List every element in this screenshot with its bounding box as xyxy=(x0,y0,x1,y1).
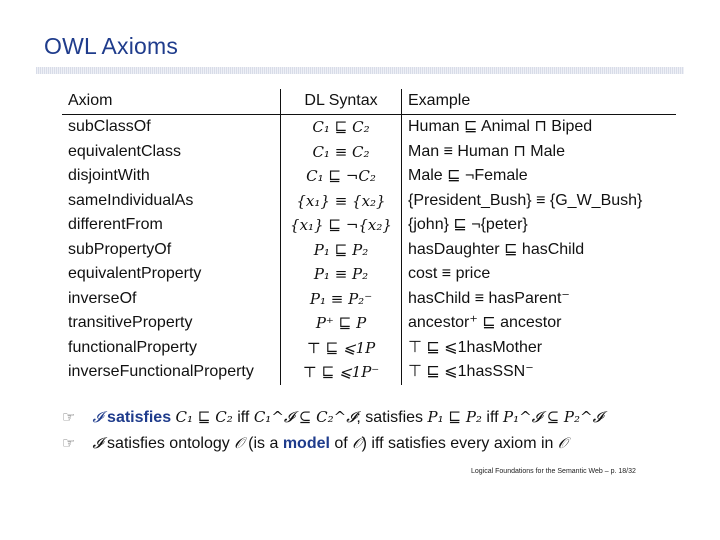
table-row xyxy=(62,360,676,385)
axiom-name: disjointWith xyxy=(68,167,150,184)
bullet-text: ) iff satisfies every axiom in xyxy=(361,435,554,452)
ontology-symbol: 𝒪 xyxy=(352,434,362,452)
axiom-example: ⊤ ⊑ ⩽1hasSSN⁻ xyxy=(408,363,534,380)
property-condition: P₁^𝓘 ⊆ P₂^𝓘 xyxy=(503,408,603,426)
interpretation-symbol: 𝓘 xyxy=(92,434,103,452)
header-example: Example xyxy=(402,89,677,115)
axiom-name: inverseFunctionalProperty xyxy=(68,363,254,380)
axiom-example: hasDaughter ⊑ hasChild xyxy=(408,240,585,258)
axiom-name: inverseOf xyxy=(68,289,137,307)
pointing-hand-icon: ☞ xyxy=(62,435,76,452)
class-condition: C₁^𝓘 ⊆ C₂^𝓘 xyxy=(253,408,357,426)
dl-syntax: ⊤ ⊑ ⩽1P⁻ xyxy=(281,360,402,385)
axiom-example: hasChild ≡ hasParent⁻ xyxy=(408,289,570,307)
axiom-name: equivalentClass xyxy=(68,142,181,160)
axiom-expr-property: P₁ ⊑ P₂ xyxy=(427,408,482,426)
axiom-name: subClassOf xyxy=(68,118,151,135)
table-row xyxy=(62,189,676,214)
dl-syntax: {x₁} ≡ {x₂} xyxy=(281,189,402,214)
table-row xyxy=(62,140,676,165)
model-term: model xyxy=(282,435,330,452)
axiom-example: Man ≡ Human ⊓ Male xyxy=(408,142,565,160)
satisfies-term: satisfies xyxy=(107,409,172,426)
header-dl-syntax: DL Syntax xyxy=(281,89,402,115)
dl-syntax: C₁ ≡ C₂ xyxy=(281,140,402,165)
bullet-text: of xyxy=(334,435,348,452)
axiom-name: differentFrom xyxy=(68,216,163,233)
axiom-name: transitiveProperty xyxy=(68,314,193,331)
table-header-row xyxy=(62,89,676,115)
interpretation-symbol: 𝓘 xyxy=(92,408,103,426)
title-divider xyxy=(36,67,684,74)
bullet-satisfies-axiom xyxy=(62,404,603,430)
dl-syntax: C₁ ⊑ ¬C₂ xyxy=(281,164,402,189)
axiom-example: {john} ⊑ ¬{peter} xyxy=(408,216,528,233)
axiom-example: {President_Bush} ≡ {G_W_Bush} xyxy=(408,191,643,209)
table-row xyxy=(62,311,676,336)
dl-syntax: P₁ ⊑ P₂ xyxy=(281,238,402,263)
bullet-text: (is a xyxy=(248,435,279,452)
table-row xyxy=(62,115,676,140)
iff-text: iff xyxy=(237,409,250,426)
axiom-name: functionalProperty xyxy=(68,338,197,356)
axiom-name: sameIndividualAs xyxy=(68,191,194,209)
table-row xyxy=(62,164,676,189)
axiom-name: subPropertyOf xyxy=(68,240,172,258)
table-row xyxy=(62,238,676,263)
table-row xyxy=(62,287,676,312)
header-axiom: Axiom xyxy=(62,89,281,115)
axiom-example: cost ≡ price xyxy=(408,265,491,282)
table-row xyxy=(62,336,676,361)
axiom-example: ancestor⁺ ⊑ ancestor xyxy=(408,314,562,331)
dl-syntax: P₁ ≡ P₂ xyxy=(281,262,402,287)
dl-syntax: {x₁} ⊑ ¬{x₂} xyxy=(281,213,402,238)
iff-text: iff xyxy=(486,409,499,426)
dl-syntax: P⁺ ⊑ P xyxy=(281,311,402,336)
ontology-symbol: 𝒪 xyxy=(557,434,568,452)
ontology-symbol: 𝒪 xyxy=(234,434,244,452)
bullet-text: satisfies ontology xyxy=(107,435,230,452)
table-row xyxy=(62,213,676,238)
axiom-expr-class: C₁ ⊑ C₂ xyxy=(175,408,233,426)
pointing-hand-icon: ☞ xyxy=(62,409,76,426)
axiom-example: Human ⊑ Animal ⊓ Biped xyxy=(408,118,593,135)
bullet-satisfies-ontology xyxy=(62,430,603,456)
axiom-example: ⊤ ⊑ ⩽1hasMother xyxy=(408,338,543,356)
dl-syntax: P₁ ≡ P₂⁻ xyxy=(281,287,402,312)
slide-title: OWL Axioms xyxy=(44,33,179,59)
separator-text: ; satisfies xyxy=(356,409,424,426)
slide-footer: Logical Foundations for the Semantic Web – p. 18/32 xyxy=(471,468,636,475)
axiom-name: equivalentProperty xyxy=(68,265,202,282)
table-row xyxy=(62,262,676,287)
axioms-table xyxy=(62,89,676,385)
axiom-example: Male ⊑ ¬Female xyxy=(408,167,528,184)
dl-syntax: ⊤ ⊑ ⩽1P xyxy=(281,336,402,361)
dl-syntax: C₁ ⊑ C₂ xyxy=(281,115,402,140)
bullet-list xyxy=(62,404,603,456)
